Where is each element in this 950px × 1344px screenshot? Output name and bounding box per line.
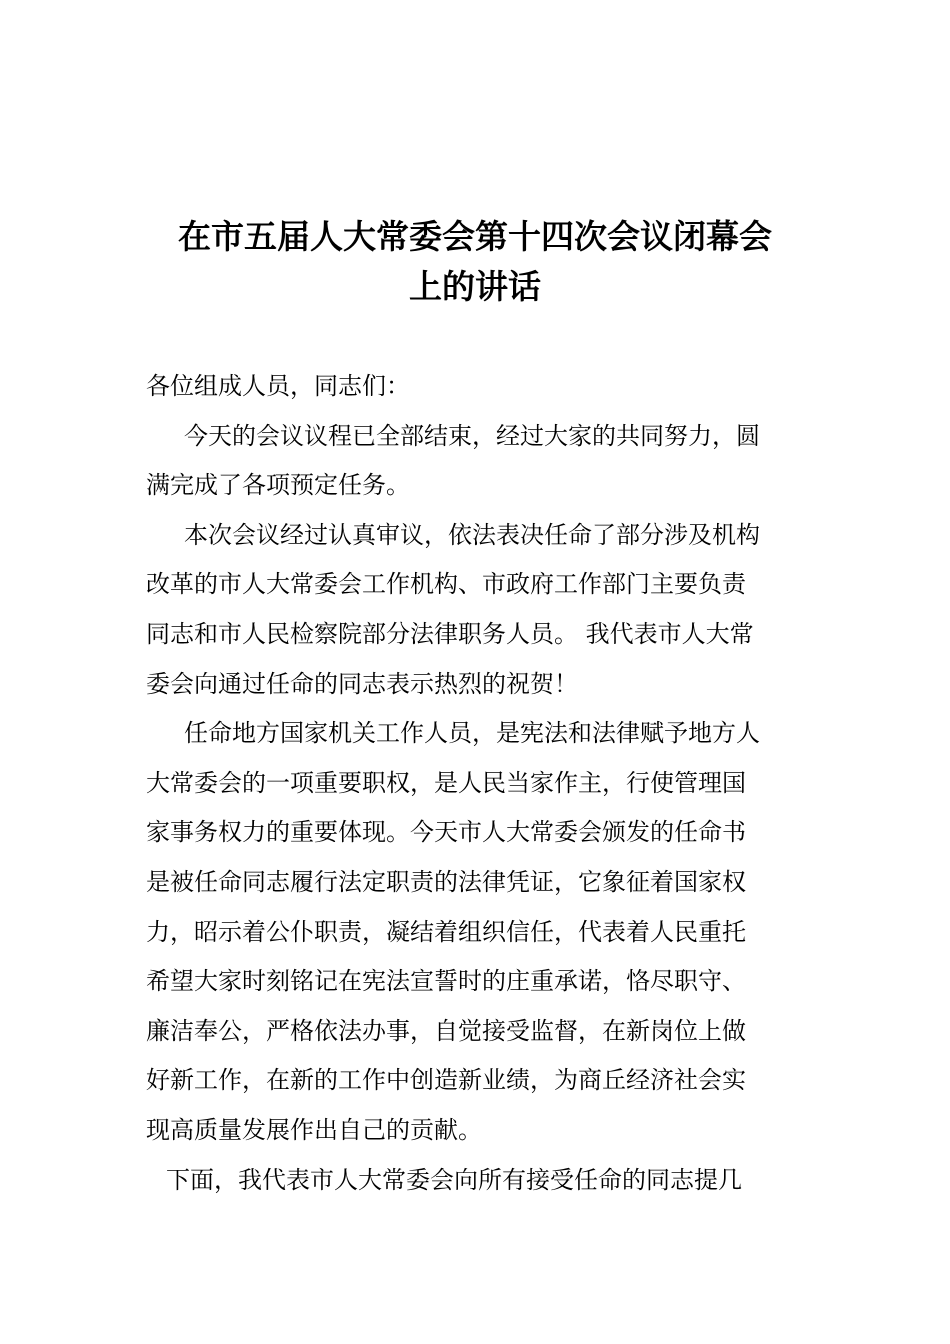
document-title xyxy=(140,212,810,312)
text-line: 下面，我代表市人大常委会向所有接受任命的同志提几 xyxy=(166,1165,742,1194)
title-line-2: 上的讲话 xyxy=(409,267,541,306)
text-line: 同志和市人民检察院部分法律职务人员。 我代表市人大常 xyxy=(146,619,754,648)
text-line: 廉洁奉公，严格依法办事，自觉接受监督，在新岗位上做 xyxy=(146,1016,746,1045)
text-line: 是被任命同志履行法定职责的法律凭证，它象征着国家权 xyxy=(146,867,746,896)
paragraph-1 xyxy=(146,412,806,511)
paragraph-2 xyxy=(146,511,806,709)
text-line: 满完成了各项预定任务。 xyxy=(146,471,410,500)
salutation: 各位组成人员，同志们： xyxy=(146,372,410,400)
title-line-1: 在市五届人大常委会第十四次会议闭幕会 xyxy=(178,217,772,256)
text-line: 改革的市人大常委会工作机构、市政府工作部门主要负责 xyxy=(146,570,746,599)
text-line: 好新工作，在新的工作中创造新业绩，为商丘经济社会实 xyxy=(146,1066,746,1095)
document-body xyxy=(146,362,806,1205)
text-line: 委会向通过任命的同志表示热烈的祝贺！ xyxy=(146,669,578,698)
text-line: 今天的会议议程已全部结束，经过大家的共同努力，圆 xyxy=(184,421,760,450)
text-line: 现高质量发展作出自己的贡献。 xyxy=(146,1115,482,1144)
text-line: 家事务权力的重要体现。今天市人大常委会颁发的任命书 xyxy=(146,818,746,847)
text-line: 本次会议经过认真审议，依法表决任命了部分涉及机构 xyxy=(184,520,760,549)
text-line: 力，昭示着公仆职责，凝结着组织信任，代表着人民重托 xyxy=(146,917,746,946)
paragraph-3 xyxy=(146,709,806,1155)
text-line: 大常委会的一项重要职权，是人民当家作主，行使管理国 xyxy=(146,768,746,797)
text-line: 希望大家时刻铭记在宪法宣誓时的庄重承诺，恪尽职守、 xyxy=(146,967,746,996)
paragraph-4 xyxy=(146,1156,806,1206)
text-line: 任命地方国家机关工作人员，是宪法和法律赋予地方人 xyxy=(184,719,760,748)
